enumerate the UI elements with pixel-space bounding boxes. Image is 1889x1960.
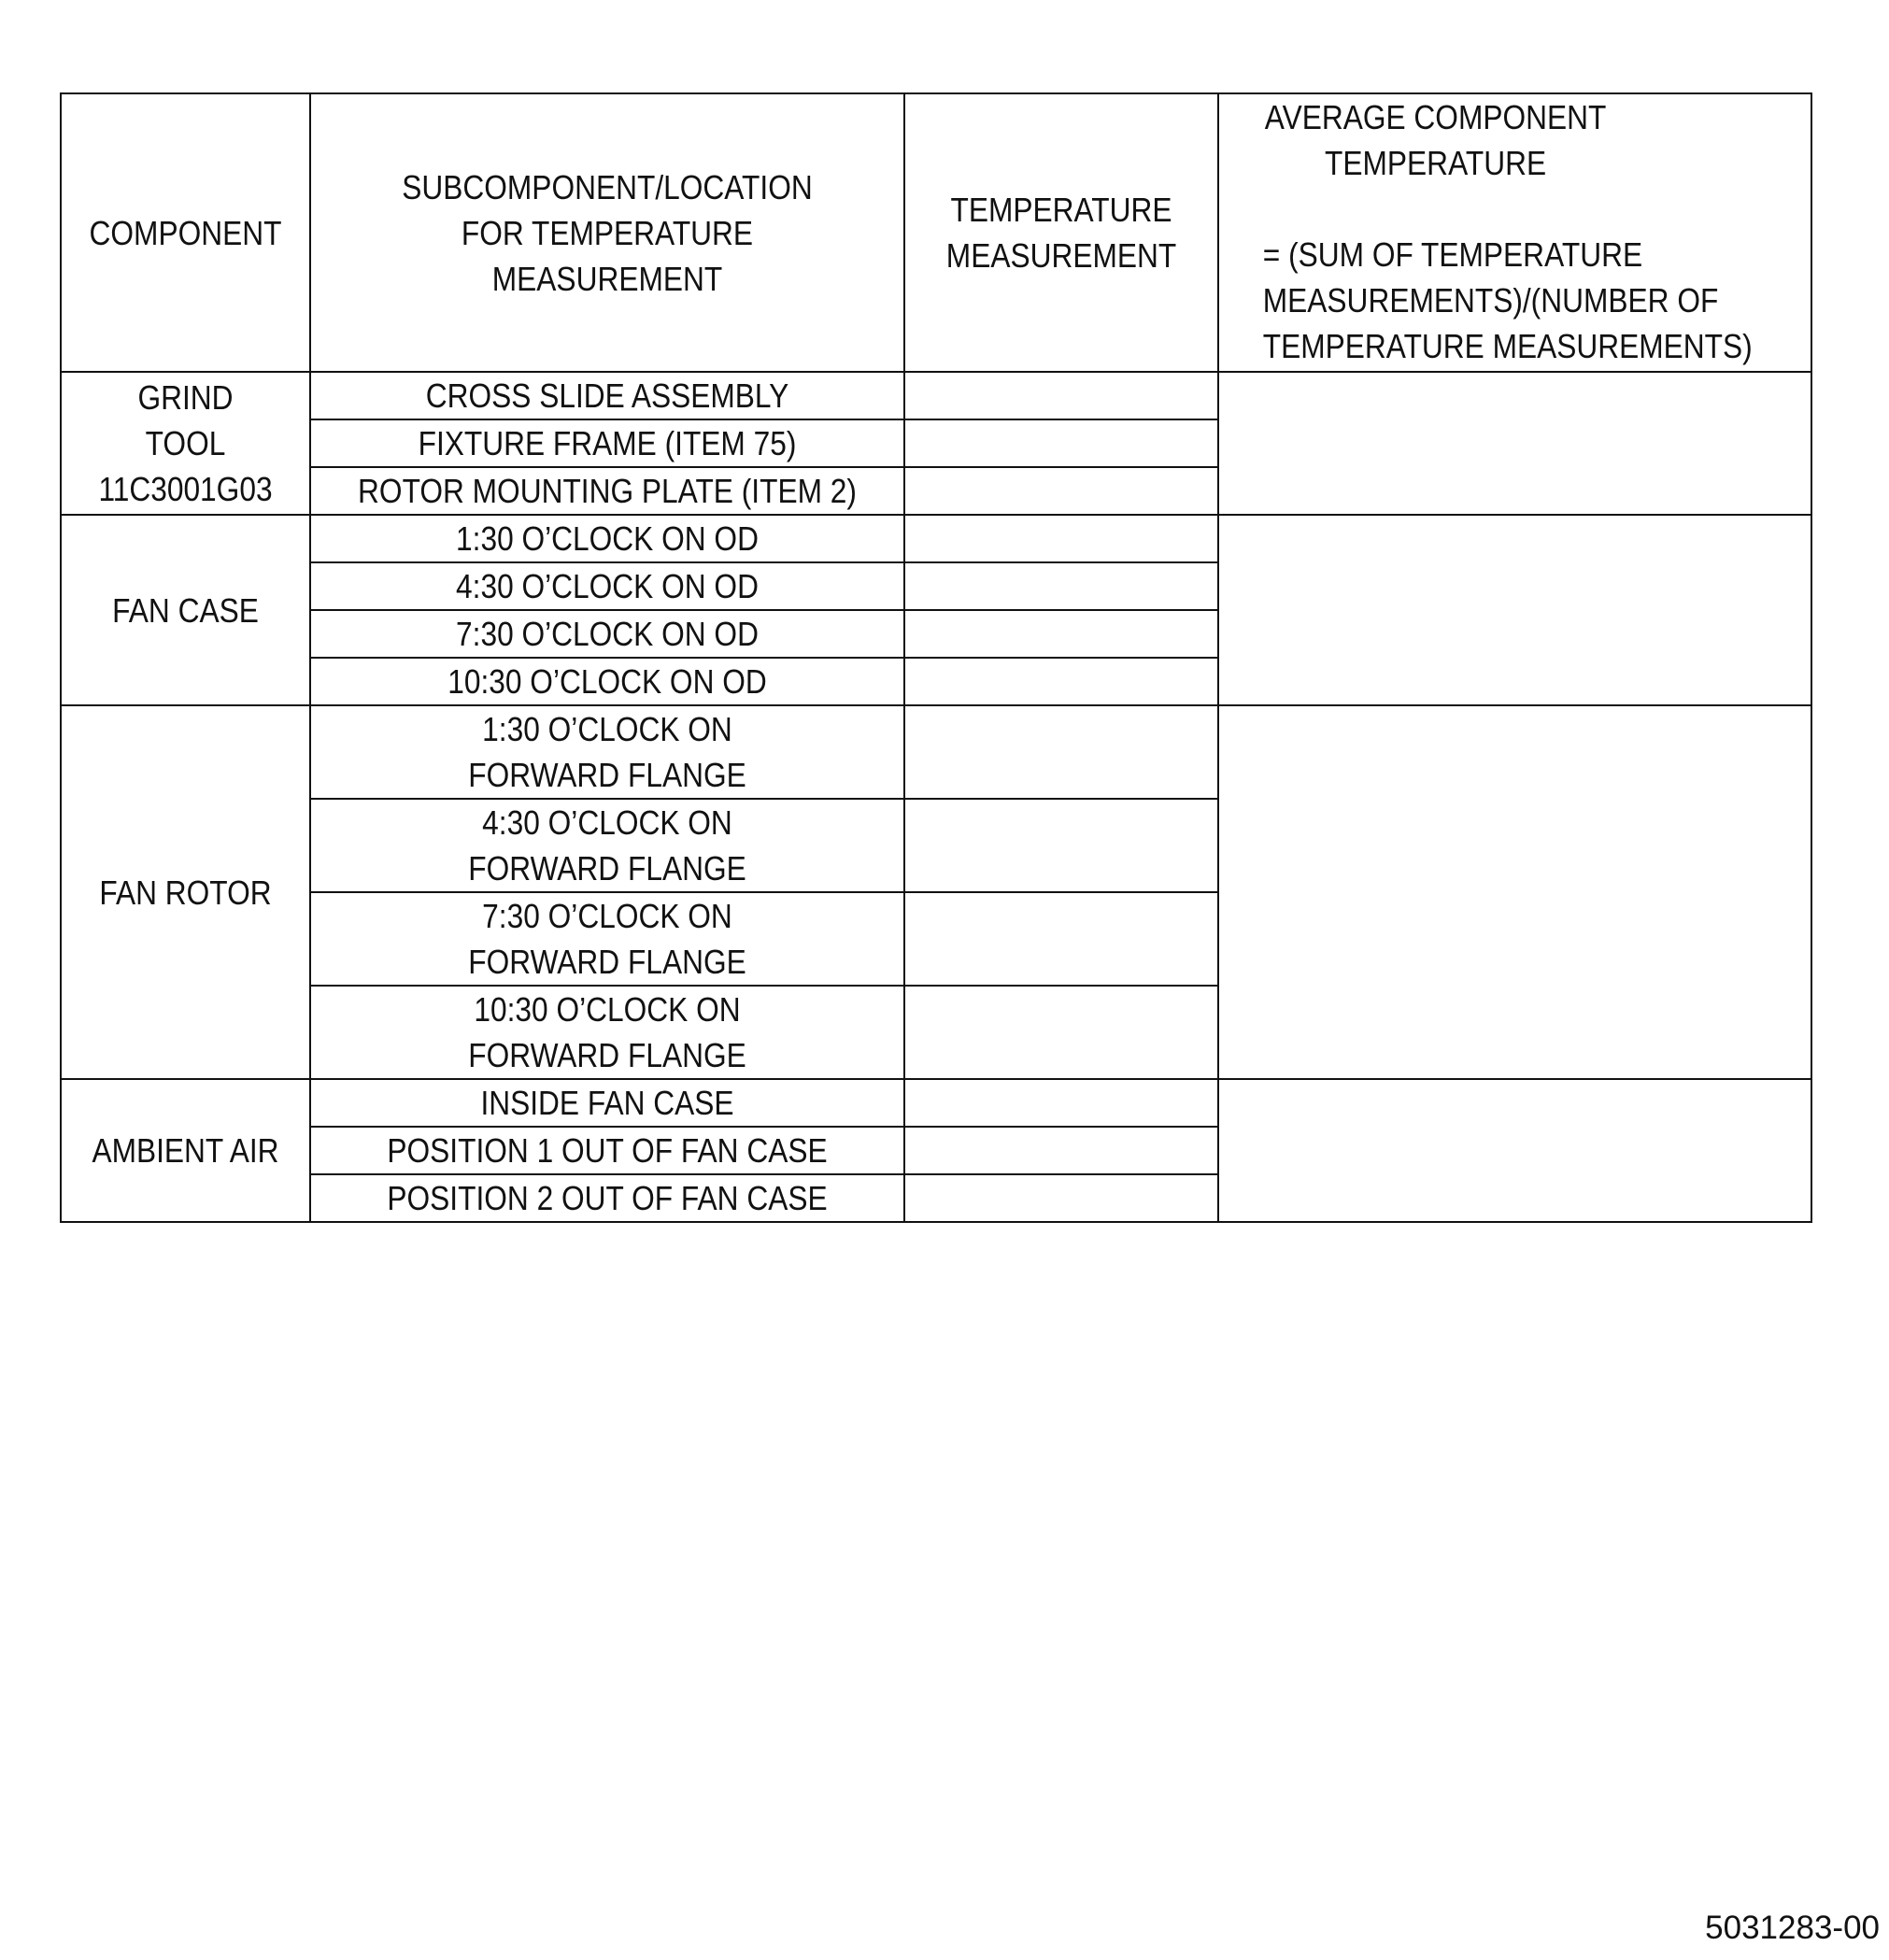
header-component: COMPONENT xyxy=(76,93,295,372)
measurement-cell[interactable] xyxy=(923,892,1200,986)
average-cell[interactable] xyxy=(1254,515,1776,705)
location-cell: POSITION 1 OUT OF FAN CASE xyxy=(346,1127,869,1174)
measurement-cell[interactable] xyxy=(923,1174,1200,1222)
location-cell: 7:30 O’CLOCK ON OD xyxy=(346,610,869,658)
measurement-cell[interactable] xyxy=(923,799,1200,892)
measurement-cell[interactable] xyxy=(923,562,1200,610)
measurement-cell[interactable] xyxy=(923,986,1200,1079)
measurement-cell[interactable] xyxy=(923,1127,1200,1174)
table-row xyxy=(61,372,1811,419)
location-cell: 1:30 O’CLOCK ON FORWARD FLANGE xyxy=(346,705,869,799)
average-formula: = (SUM OF TEMPERATURE MEASUREMENTS)/(NUMBER OF TEMPERATURE MEASUREMENTS) xyxy=(1262,235,1753,365)
component-cell: FAN CASE xyxy=(76,515,295,705)
measurement-cell[interactable] xyxy=(923,658,1200,705)
location-cell: 4:30 O’CLOCK ON OD xyxy=(346,562,869,610)
measurement-cell[interactable] xyxy=(923,372,1200,419)
measurement-cell[interactable] xyxy=(923,705,1200,799)
table-row xyxy=(61,1079,1811,1127)
average-title: AVERAGE COMPONENT TEMPERATURE xyxy=(1264,98,1607,182)
location-cell: POSITION 2 OUT OF FAN CASE xyxy=(346,1174,869,1222)
average-cell[interactable] xyxy=(1254,1079,1776,1222)
figure-id: 5031283-00 xyxy=(1705,1910,1880,1946)
table-row xyxy=(61,515,1811,562)
location-cell: INSIDE FAN CASE xyxy=(346,1079,869,1127)
measurement-cell[interactable] xyxy=(923,515,1200,562)
average-cell[interactable] xyxy=(1254,705,1776,1079)
component-cell: GRIND TOOL 11C3001G03 xyxy=(76,372,295,515)
header-measurement: TEMPERATURE MEASUREMENT xyxy=(923,93,1200,372)
temperature-measurement-table xyxy=(60,92,1812,1223)
location-cell: 7:30 O’CLOCK ON FORWARD FLANGE xyxy=(346,892,869,986)
location-cell: 10:30 O’CLOCK ON OD xyxy=(346,658,869,705)
measurement-cell[interactable] xyxy=(923,1079,1200,1127)
location-cell: ROTOR MOUNTING PLATE (ITEM 2) xyxy=(346,467,869,515)
location-cell: 1:30 O’CLOCK ON OD xyxy=(346,515,869,562)
measurement-cell[interactable] xyxy=(923,419,1200,467)
location-cell: 10:30 O’CLOCK ON FORWARD FLANGE xyxy=(346,986,869,1079)
measurement-cell[interactable] xyxy=(923,467,1200,515)
component-cell: FAN ROTOR xyxy=(76,705,295,1079)
header-row xyxy=(61,93,1811,372)
location-cell: CROSS SLIDE ASSEMBLY xyxy=(346,372,869,419)
measurement-cell[interactable] xyxy=(923,610,1200,658)
header-average xyxy=(1254,93,1776,372)
table-row xyxy=(61,705,1811,799)
header-subcomponent: SUBCOMPONENT/LOCATION FOR TEMPERATURE MEASUREMENT xyxy=(346,93,869,372)
location-cell: FIXTURE FRAME (ITEM 75) xyxy=(346,419,869,467)
component-cell: AMBIENT AIR xyxy=(76,1079,295,1222)
average-cell[interactable] xyxy=(1254,372,1776,515)
location-cell: 4:30 O’CLOCK ON FORWARD FLANGE xyxy=(346,799,869,892)
